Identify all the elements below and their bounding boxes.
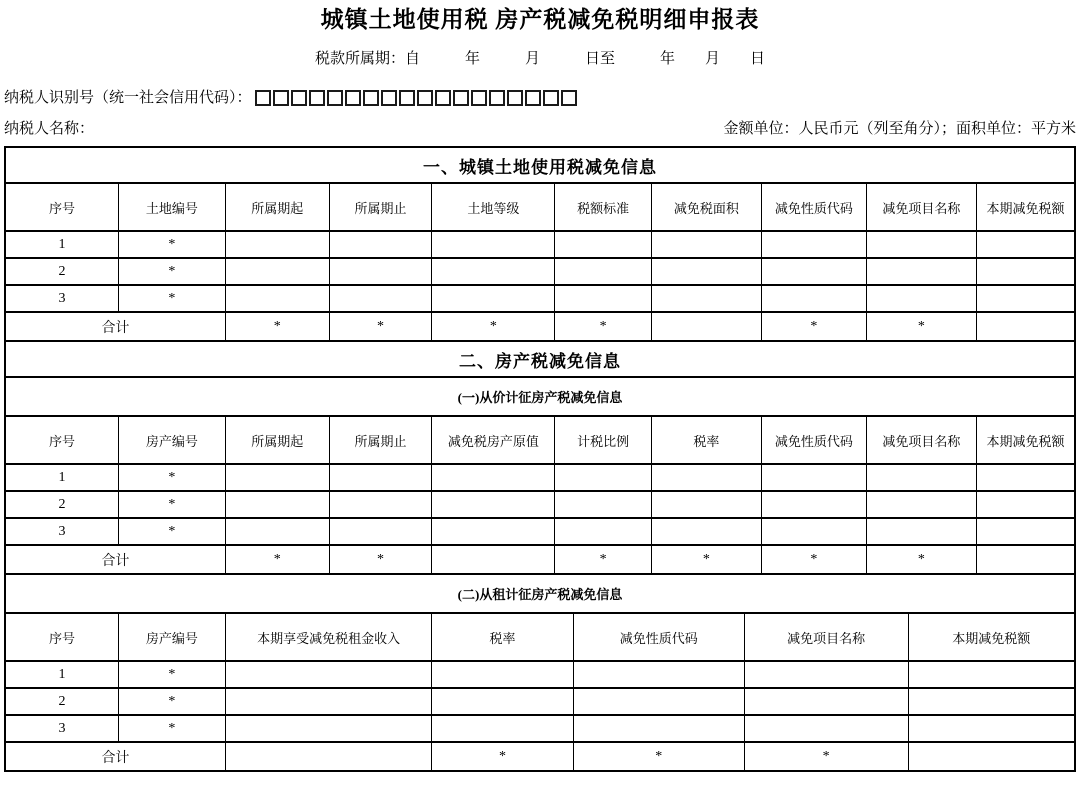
data-cell — [225, 464, 329, 491]
rent-property-header-row — [5, 613, 1075, 661]
data-cell: * — [118, 715, 225, 742]
total-cell: * — [555, 545, 651, 574]
total-cell: * — [573, 742, 744, 771]
data-cell — [744, 715, 908, 742]
data-cell — [573, 688, 744, 715]
header-cell: 序号 — [5, 613, 118, 661]
land-and-property-tax-table — [4, 146, 1076, 575]
data-cell — [225, 258, 329, 285]
data-cell — [432, 258, 555, 285]
data-cell — [977, 285, 1076, 312]
data-cell — [761, 464, 866, 491]
land-property-data-row — [5, 491, 1075, 518]
rent-property-tax-table — [4, 573, 1076, 772]
data-cell — [555, 258, 651, 285]
section-title-cell: 一、城镇土地使用税减免信息 — [5, 147, 1075, 183]
credit-code-box — [543, 90, 559, 106]
credit-code-box — [453, 90, 469, 106]
header-cell: 所属期起 — [225, 183, 329, 231]
total-cell — [651, 312, 761, 341]
credit-code-boxes — [255, 90, 579, 106]
header-cell: 所属期止 — [329, 416, 432, 464]
header-cell: 序号 — [5, 416, 118, 464]
taxpayer-id-label: 纳税人识别号（统一社会信用代码）： — [4, 90, 252, 106]
total-cell: * — [744, 742, 908, 771]
data-cell — [744, 661, 908, 688]
rent-property-data-row — [5, 661, 1075, 688]
total-cell — [977, 545, 1076, 574]
header-cell: 税额标准 — [555, 183, 651, 231]
data-cell: * — [118, 688, 225, 715]
data-cell — [908, 715, 1075, 742]
total-cell — [225, 742, 432, 771]
credit-code-box — [363, 90, 379, 106]
data-cell — [651, 285, 761, 312]
land-property-header-row — [5, 416, 1075, 464]
rent-property-data-row — [5, 688, 1075, 715]
data-cell — [866, 231, 976, 258]
data-cell — [329, 464, 432, 491]
land-property-total-row — [5, 545, 1075, 574]
data-cell — [908, 661, 1075, 688]
data-cell — [866, 491, 976, 518]
total-label-cell: 合计 — [5, 545, 225, 574]
data-cell — [651, 258, 761, 285]
total-cell: * — [329, 312, 432, 341]
data-cell — [432, 464, 555, 491]
data-cell — [225, 518, 329, 545]
header-cell: 减免税面积 — [651, 183, 761, 231]
data-cell — [432, 715, 573, 742]
land-property-data-row — [5, 231, 1075, 258]
data-cell — [225, 688, 432, 715]
page-title: 城镇土地使用税 房产税减免税明细申报表 — [320, 7, 760, 32]
data-cell — [651, 231, 761, 258]
data-cell — [225, 491, 329, 518]
data-cell — [432, 231, 555, 258]
data-cell: 1 — [5, 231, 118, 258]
data-cell — [866, 518, 976, 545]
header-cell: 减免项目名称 — [866, 183, 976, 231]
data-cell: 2 — [5, 258, 118, 285]
header-cell: 税率 — [432, 613, 573, 661]
total-cell: * — [225, 312, 329, 341]
total-cell: * — [761, 312, 866, 341]
data-cell — [866, 464, 976, 491]
data-cell — [908, 688, 1075, 715]
data-cell — [573, 715, 744, 742]
taxpayer-name-label: 纳税人名称： — [4, 121, 95, 137]
credit-code-box — [381, 90, 397, 106]
header-cell: 减免性质代码 — [573, 613, 744, 661]
header-cell: 减免税房产原值 — [432, 416, 555, 464]
header-cell: 本期享受减免税租金收入 — [225, 613, 432, 661]
data-cell: * — [118, 661, 225, 688]
taxpayer-id-line — [4, 88, 1076, 108]
header-cell: 减免性质代码 — [761, 416, 866, 464]
data-cell — [744, 688, 908, 715]
header-cell: 序号 — [5, 183, 118, 231]
header-cell: 本期减免税额 — [977, 416, 1076, 464]
data-cell: 1 — [5, 464, 118, 491]
data-cell — [651, 464, 761, 491]
taxpayer-name-line — [4, 120, 1076, 138]
data-cell — [651, 491, 761, 518]
data-cell — [555, 518, 651, 545]
credit-code-box — [291, 90, 307, 106]
rent-property-total-row — [5, 742, 1075, 771]
credit-code-box — [255, 90, 271, 106]
rent-property-subsection-title-row — [5, 574, 1075, 613]
subsection-title-cell: (一)从价计征房产税减免信息 — [5, 377, 1075, 416]
total-cell: * — [651, 545, 761, 574]
header-cell: 土地等级 — [432, 183, 555, 231]
data-cell — [225, 231, 329, 258]
data-cell — [573, 661, 744, 688]
header-cell: 所属期止 — [329, 183, 432, 231]
data-cell — [432, 688, 573, 715]
data-cell — [866, 285, 976, 312]
data-cell — [555, 231, 651, 258]
land-property-section-title-row — [5, 147, 1075, 183]
data-cell — [761, 285, 866, 312]
land-property-header-row — [5, 183, 1075, 231]
total-label-cell: 合计 — [5, 312, 225, 341]
land-property-data-row — [5, 464, 1075, 491]
tax-period-line: 税款所属期：自 年 月 日至 年 月 日 — [314, 51, 765, 67]
data-cell — [555, 464, 651, 491]
land-property-data-row — [5, 258, 1075, 285]
land-property-total-row — [5, 312, 1075, 341]
data-cell — [329, 518, 432, 545]
data-cell — [651, 518, 761, 545]
header-cell: 房产编号 — [118, 416, 225, 464]
data-cell — [977, 464, 1076, 491]
land-property-subsection-title-row — [5, 377, 1075, 416]
total-cell: * — [432, 742, 573, 771]
land-property-section-title-row — [5, 341, 1075, 377]
land-property-data-row — [5, 285, 1075, 312]
credit-code-box — [309, 90, 325, 106]
data-cell — [977, 518, 1076, 545]
total-cell — [908, 742, 1075, 771]
rent-property-data-row — [5, 715, 1075, 742]
total-cell: * — [866, 312, 976, 341]
section-title-cell: 二、房产税减免信息 — [5, 341, 1075, 377]
header-cell: 减免项目名称 — [866, 416, 976, 464]
data-cell: * — [118, 231, 225, 258]
total-cell — [432, 545, 555, 574]
data-cell — [225, 661, 432, 688]
header-cell: 土地编号 — [118, 183, 225, 231]
credit-code-box — [489, 90, 505, 106]
data-cell — [329, 491, 432, 518]
data-cell: * — [118, 491, 225, 518]
data-cell: 1 — [5, 661, 118, 688]
data-cell: 3 — [5, 715, 118, 742]
total-cell — [977, 312, 1076, 341]
data-cell: 3 — [5, 518, 118, 545]
credit-code-box — [417, 90, 433, 106]
data-cell: * — [118, 518, 225, 545]
header-cell: 本期减免税额 — [977, 183, 1076, 231]
data-cell — [329, 258, 432, 285]
data-cell — [977, 231, 1076, 258]
total-cell: * — [225, 545, 329, 574]
data-cell: 3 — [5, 285, 118, 312]
total-label-cell: 合计 — [5, 742, 225, 771]
data-cell — [225, 715, 432, 742]
credit-code-box — [273, 90, 289, 106]
total-cell: * — [866, 545, 976, 574]
total-cell: * — [329, 545, 432, 574]
header-cell: 房产编号 — [118, 613, 225, 661]
header-cell: 所属期起 — [225, 416, 329, 464]
subsection-title-cell: (二)从租计征房产税减免信息 — [5, 574, 1075, 613]
total-cell: * — [761, 545, 866, 574]
data-cell — [977, 258, 1076, 285]
data-cell: * — [118, 258, 225, 285]
data-cell: 2 — [5, 688, 118, 715]
data-cell — [761, 231, 866, 258]
header-cell: 减免性质代码 — [761, 183, 866, 231]
data-cell — [432, 491, 555, 518]
total-cell: * — [432, 312, 555, 341]
data-cell: * — [118, 285, 225, 312]
credit-code-box — [435, 90, 451, 106]
credit-code-box — [525, 90, 541, 106]
units-note: 金额单位：人民币元（列至角分）；面积单位：平方米 — [723, 121, 1076, 137]
credit-code-box — [471, 90, 487, 106]
data-cell — [866, 258, 976, 285]
data-cell — [761, 491, 866, 518]
header-cell: 计税比例 — [555, 416, 651, 464]
data-cell — [432, 518, 555, 545]
header-cell: 税率 — [651, 416, 761, 464]
data-cell — [432, 661, 573, 688]
credit-code-box — [507, 90, 523, 106]
data-cell — [329, 231, 432, 258]
data-cell — [761, 258, 866, 285]
data-cell — [225, 285, 329, 312]
data-cell — [761, 518, 866, 545]
data-cell — [329, 285, 432, 312]
data-cell: 2 — [5, 491, 118, 518]
header-cell: 本期减免税额 — [908, 613, 1075, 661]
credit-code-box — [399, 90, 415, 106]
credit-code-box — [561, 90, 577, 106]
data-cell: * — [118, 464, 225, 491]
credit-code-box — [345, 90, 361, 106]
credit-code-box — [327, 90, 343, 106]
data-cell — [555, 491, 651, 518]
header-cell: 减免项目名称 — [744, 613, 908, 661]
land-property-data-row — [5, 518, 1075, 545]
data-cell — [555, 285, 651, 312]
data-cell — [977, 491, 1076, 518]
data-cell — [432, 285, 555, 312]
total-cell: * — [555, 312, 651, 341]
